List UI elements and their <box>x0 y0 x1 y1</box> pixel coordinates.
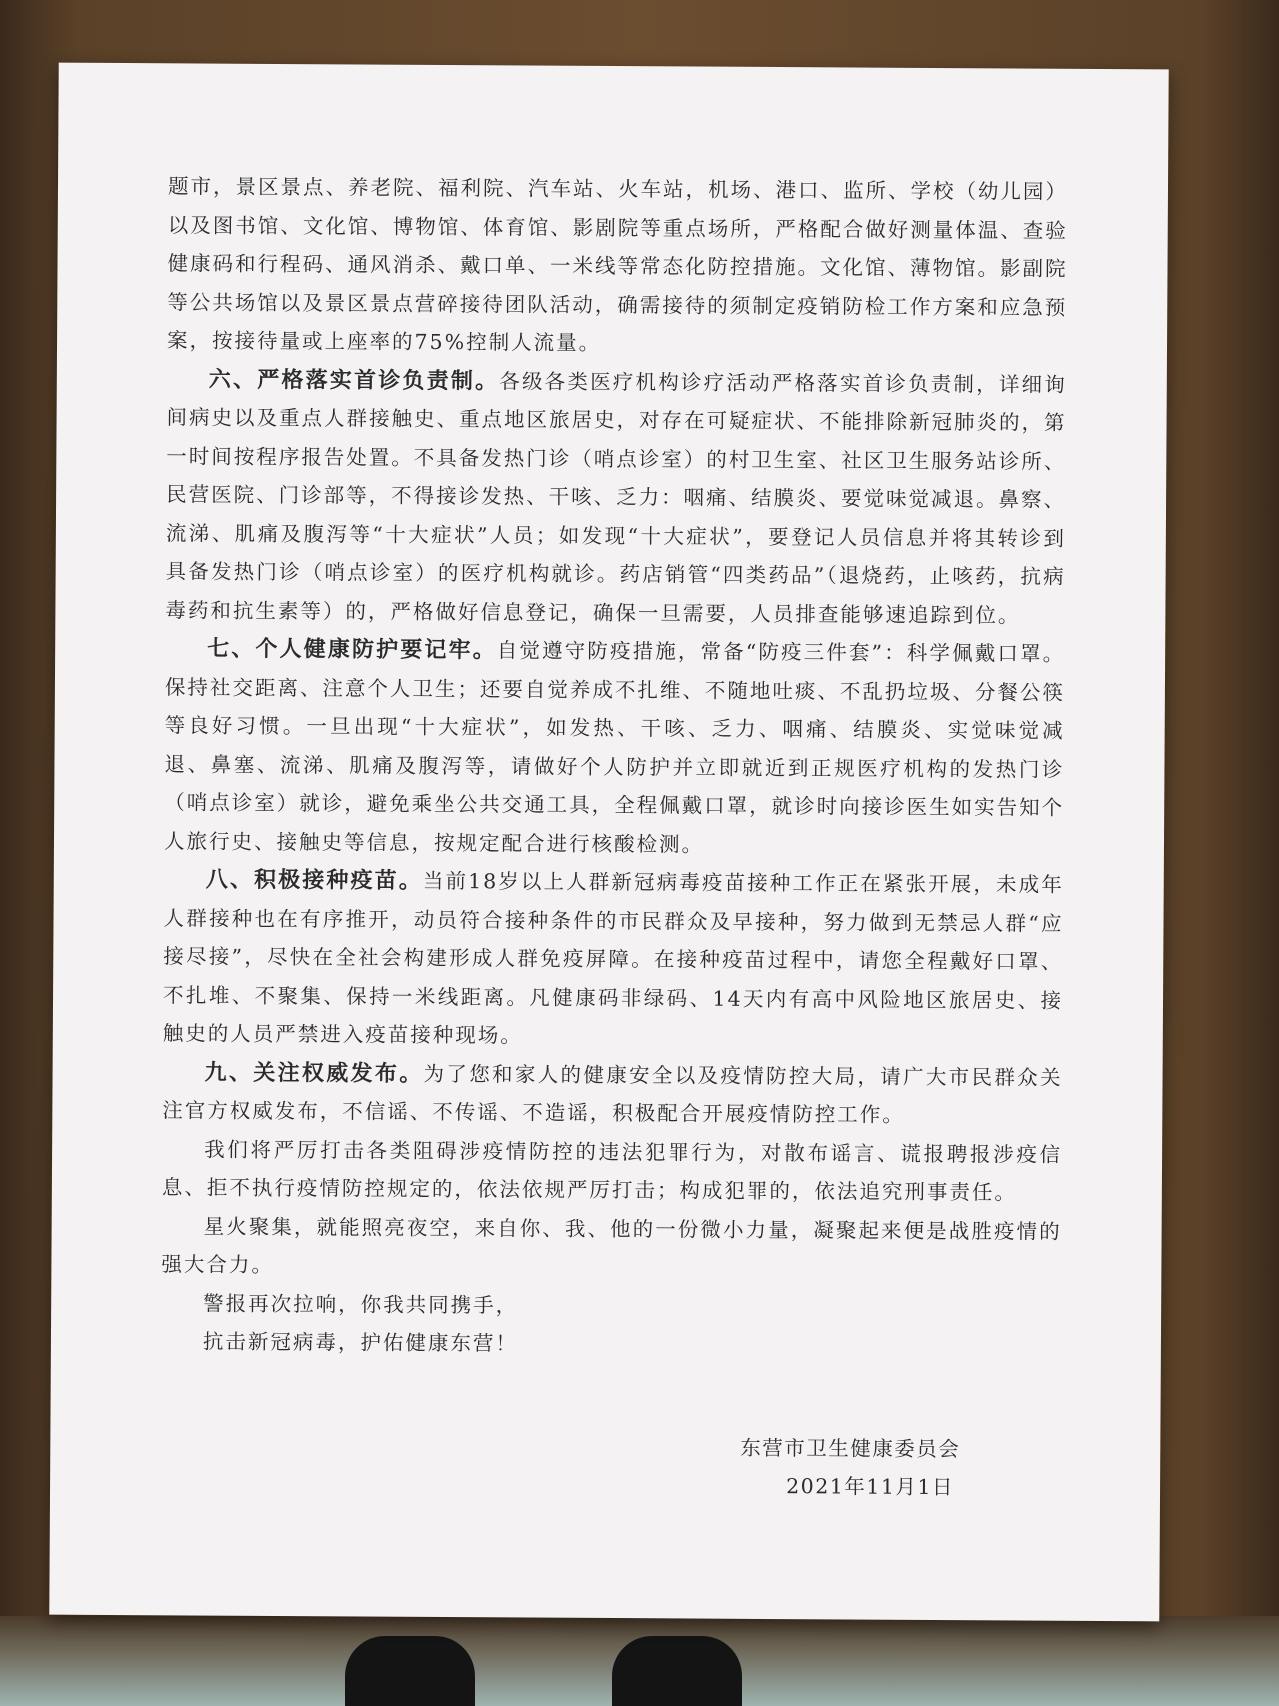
section-6-body: 各级各类医疗机构诊疗活动严格落实首诊负责制，详细询间病史以及重点人群接触史、重点地区旅居史，对存在可疑症状、不能排除新冠肺炎的，第一时间按程序报告处置。不具备发热门诊（哨点诊室）的村卫生室、社区卫生服务站诊所、民营医院、门诊部等，不得接诊发热、干咳、乏力：咽痛、结膜炎、要觉味觉减退。鼻察、流涕、肌痛及腹泻等“十大症状”人员；如发现“十大症状”，要登记人员信息并将其转诊到具备发热门诊（哨点诊室）的医疗机构就诊。药店销管“四类药品”（退烧药，止咳药，抗病毒药和抗生素等）的，严格做好信息登记，确保一旦需要，人员排查能够速追踪到位。 <box>165 368 1067 628</box>
section-8-body: 当前18岁以上人群新冠病毒疫苗接种工作正在紧张开展，未成年人群接种也在有序推开，动员符合接种条件的市民群众及早接种，努力做到无禁忌人群“应接尽接”，尽快在全社会构建形成人群免疫屏障。在接种疫苗过程中，请您全程戴好口罩、不扎堆、不聚集、保持一米线距离。凡健康码非绿码、14天内有高中风险地区旅居史、接触史的人员严禁进入疫苗接种现场。 <box>162 868 1064 1048</box>
right-shoe <box>612 1636 742 1706</box>
section-9-heading: 九、关注权威发布。 <box>204 1059 424 1087</box>
slogan-line-2: 抗击新冠病毒，护佑健康东营！ <box>202 1329 519 1356</box>
notice-paper <box>49 63 1168 1622</box>
section-8 <box>163 860 1064 1058</box>
closing-paragraph-spark: 星火聚集，就能照亮夜空，来自你、我、他的一份微小力量，凝聚起来便是战胜疫情的强大合力。 <box>161 1214 1062 1277</box>
closing-paragraph-crime: 我们将严厉打击各类阻碍涉疫情防控的违法犯罪行为，对散布谣言、谎报聘报涉疫信息、拒不执行疫情防控规定的，依法依规严厉打击；构成犯罪的，依法追究刑事责任。 <box>161 1137 1063 1205</box>
section-7 <box>164 629 1065 865</box>
opening-paragraph: 题市，景区景点、养老院、福利院、汽车站、火车站，机场、港口、监所、学校（幼儿园）以及图书馆、文化馆、博物馆、体育馆、影剧院等重点场所，严格配合做好测量体温、查验健康码和行程码、通风消杀、戴口单、一米线等常态化防控措施。文化馆、薄物馆。影副院等公共场馆以及景区景点营碎接待团队活动，确需接待的须制定疫销防检工作方案和应急预案，按接待量或上座率的75%控制人流量。 <box>166 174 1069 355</box>
section-6-heading: 六、严格落实首诊负责制。 <box>208 366 500 394</box>
slogan-line-1: 警报再次拉响，你我共同携手， <box>203 1291 519 1317</box>
section-8-heading: 八、积极接种疫苗。 <box>205 866 423 894</box>
signature-block <box>740 1429 960 1506</box>
notice-content <box>161 167 1068 1366</box>
signature-date: 2021年11月1日 <box>786 1474 955 1500</box>
section-7-body: 自觉遵守防疫措施，常备“防疫三件套”：科学佩戴口罩。保持社交距离、注意个人卫生；还要自觉养成不扎维、不随地吐痰、不乱扔垃圾、分餐公筷等良好习惯。一旦出现“十大症状”，如发热、干咳、乏力、咽痛、结膜炎、实觉味觉减退、鼻塞、流涕、肌痛及腹泻等，请做好个人防护并立即就近到正规医疗机构的发热门诊（哨点诊室）就诊，避免乘坐公共交通工具，全程佩戴口罩，就诊时向接诊医生如实告知个人旅行史、接触史等信息，按规定配合进行核酸检测。 <box>163 638 1066 857</box>
section-9-body: 为了您和家人的健康安全以及疫情防控大局，请广大市民群众关注官方权威发布，不信谣、不传谣、不造谣，积极配合开展疫情防控工作。 <box>162 1061 1063 1127</box>
section-9 <box>162 1053 1062 1135</box>
section-6 <box>165 360 1067 635</box>
signature-organization: 东营市卫生健康委员会 <box>740 1435 961 1462</box>
left-shoe <box>345 1636 475 1706</box>
section-7-heading: 七、个人健康防护要记牢。 <box>207 635 497 664</box>
